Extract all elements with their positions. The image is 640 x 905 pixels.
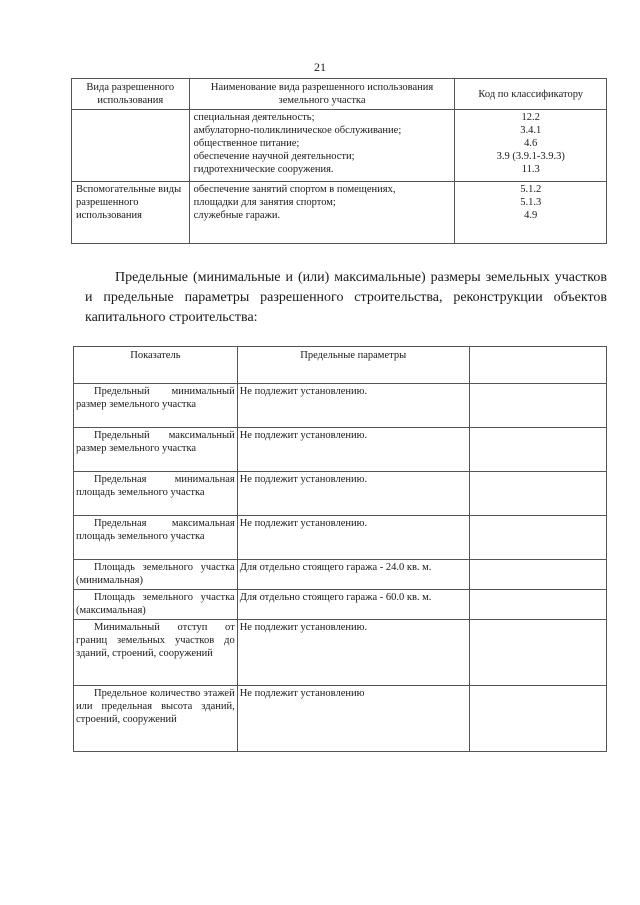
intro-paragraph (85, 268, 607, 328)
table-row (74, 686, 607, 752)
table-row (74, 428, 607, 472)
indicator-cell (74, 428, 238, 472)
use-name: амбулаторно-поликлиническое обслуживание; (193, 125, 402, 136)
parameter-value: Не подлежит установлению. (237, 428, 469, 472)
parameter-value: Не подлежит установлению. (237, 620, 469, 686)
indicator-label: Предельный минимальный размер земельного участка (76, 386, 235, 410)
table-row (72, 110, 607, 182)
classifier-code: 5.1.2 (520, 184, 542, 195)
table-row (74, 516, 607, 560)
extra-cell (469, 560, 606, 590)
codes-cell (455, 182, 607, 244)
table-row (74, 620, 607, 686)
use-name: площадки для занятия спортом; (193, 197, 336, 208)
classifier-code: 12.2 (521, 112, 540, 123)
indicator-cell (74, 686, 238, 752)
indicator-label: Площадь земельного участка (максимальная) (76, 592, 235, 616)
header-use-name: Наименование вида разрешенного использования земельного участка (189, 79, 455, 110)
classifier-code: 3.4.1 (520, 125, 542, 136)
indicator-cell (74, 560, 238, 590)
header-classifier-code: Код по классификатору (455, 79, 607, 110)
page-number: 21 (314, 60, 326, 74)
extra-cell (469, 516, 606, 560)
indicator-label: Предельная максимальная площадь земельного участка (76, 518, 235, 542)
extra-cell (469, 686, 606, 752)
indicator-cell (74, 516, 238, 560)
extra-cell (469, 590, 606, 620)
parameter-value: Для отдельно стоящего гаража - 24.0 кв. м. (237, 560, 469, 590)
indicator-label: Минимальный отступ от границ земельных участков до зданий, строений, сооружений (76, 622, 235, 659)
classifier-code: 11.3 (521, 164, 540, 175)
parameter-value: Для отдельно стоящего гаража - 60.0 кв. м. (237, 590, 469, 620)
use-name: служебные гаражи. (193, 210, 281, 221)
header-limit-parameters: Предельные параметры (237, 347, 469, 384)
use-name: специальная деятельность; (193, 112, 315, 123)
parameters-table (73, 346, 607, 752)
indicator-label: Площадь земельного участка (минимальная) (76, 562, 235, 586)
extra-cell (469, 620, 606, 686)
indicator-label: Предельный максимальный размер земельного участка (76, 430, 235, 454)
table-row (74, 560, 607, 590)
parameter-value: Не подлежит установлению. (237, 516, 469, 560)
indicator-cell (74, 472, 238, 516)
header-indicator: Показатель (74, 347, 238, 384)
extra-cell (469, 472, 606, 516)
use-name: обеспечение научной деятельности; (193, 151, 355, 162)
use-names-cell (189, 110, 455, 182)
table-row (72, 182, 607, 244)
indicator-cell (74, 384, 238, 428)
parameter-value: Не подлежит установлению (237, 686, 469, 752)
use-name: обеспечение занятий спортом в помещениях, (193, 184, 396, 195)
extra-cell (469, 428, 606, 472)
classifier-code: 4.6 (524, 138, 538, 149)
header-use-type: Вида разрешенного использования (72, 79, 190, 110)
codes-cell (455, 110, 607, 182)
use-group-cell (72, 110, 190, 182)
paragraph-text: Предельные (минимальные и (или) максимальные) размеры земельных участков и предельные параметры разрешенного строительства, реконструкции объектов капитального строительства: (85, 270, 607, 325)
use-name: гидротехнические сооружения. (193, 164, 334, 175)
use-name: общественное питание; (193, 138, 300, 149)
permitted-use-table (71, 78, 607, 244)
table-row (74, 384, 607, 428)
classifier-code: 4.9 (524, 210, 538, 221)
use-group-cell: Вспомогательные виды разрешенного использования (72, 182, 190, 244)
table-header-row (72, 79, 607, 110)
indicator-cell (74, 590, 238, 620)
indicator-label: Предельная минимальная площадь земельного участка (76, 474, 235, 498)
extra-cell (469, 384, 606, 428)
header-empty (469, 347, 606, 384)
indicator-label: Предельное количество этажей или предельная высота зданий, строений, сооружений (76, 688, 235, 725)
indicator-cell (74, 620, 238, 686)
parameter-value: Не подлежит установлению. (237, 384, 469, 428)
table-row (74, 590, 607, 620)
table-row (74, 472, 607, 516)
parameter-value: Не подлежит установлению. (237, 472, 469, 516)
table-header-row (74, 347, 607, 384)
use-names-cell (189, 182, 455, 244)
classifier-code: 5.1.3 (520, 197, 542, 208)
classifier-code: 3.9 (3.9.1-3.9.3) (496, 151, 565, 162)
